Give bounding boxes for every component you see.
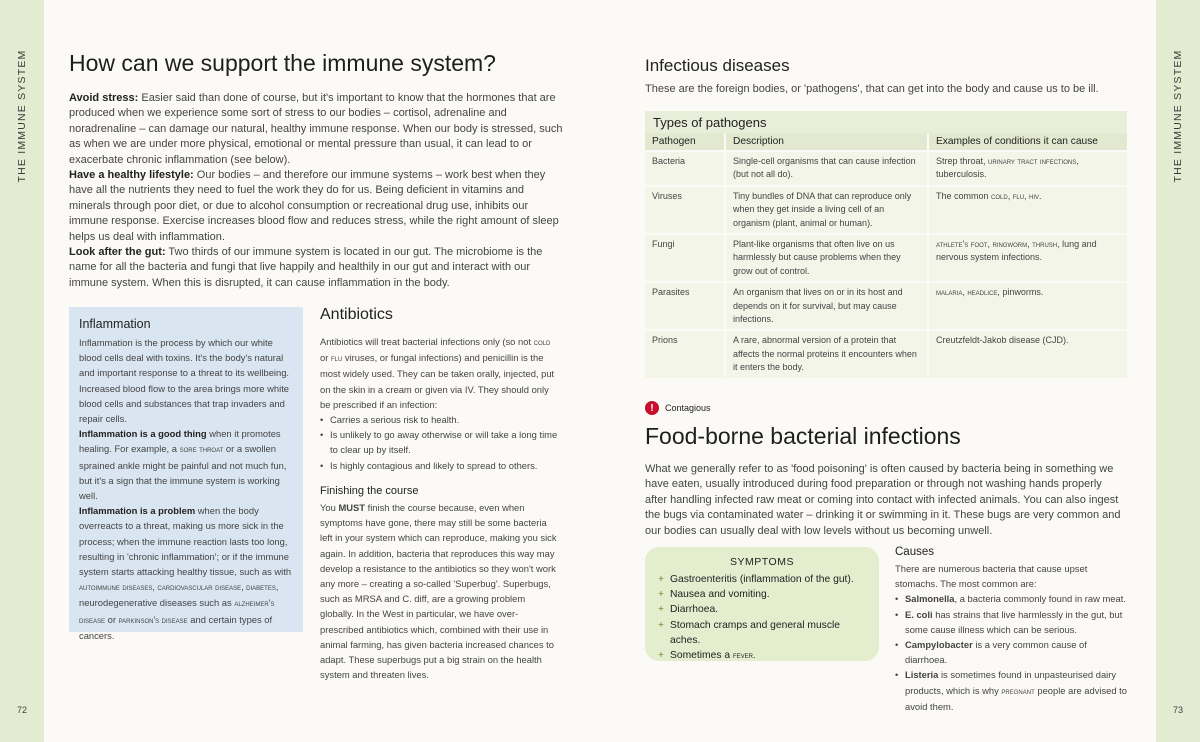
infectious-intro: These are the foreign bodies, or 'pathogens', that can get into the body and cause us to be ill. <box>645 83 1099 95</box>
page-number-right: 73 <box>1172 705 1183 715</box>
chapter-label-left: THE IMMUNE SYSTEM <box>16 49 28 183</box>
text: flu <box>330 353 343 364</box>
text: cold <box>533 337 551 347</box>
pathogen-description: A rare, abnormal version of a protein that affects the normal proteins it encounters when it enters the body. <box>725 330 928 377</box>
text: is a very common cause of diarrhoea. <box>905 639 1087 666</box>
text: is sometimes found in unpasteurised dairy products, which is why <box>905 669 1117 696</box>
text: fever. <box>732 650 756 661</box>
lead-healthy-lifestyle: Have a healthy lifestyle: <box>69 169 194 182</box>
text-gut: Two thirds of our immune system is located in our gut. The microbiome is the name for all the bacteria and fungi that live happily and healthily in our gut and interact with our immune system. When this is disrupted, it can cause inflammation in the body. <box>69 246 543 289</box>
antibiotics-body <box>320 334 560 473</box>
text: urinary tract infections, <box>988 156 1079 166</box>
text: E. coli <box>905 608 933 620</box>
lead-problem: Inflammation is a problem <box>79 505 196 517</box>
text: alzheimer's disease <box>79 598 275 625</box>
foodborne-title: Food-borne bacterial infections <box>645 423 961 449</box>
table-row <box>645 186 1127 234</box>
pathogens-table-title: Types of pathogens <box>645 111 1127 133</box>
antibiotics-criteria-list <box>320 412 560 473</box>
causes-body <box>895 561 1130 714</box>
list-item: + Stomach cramps and general muscle aches. <box>658 618 866 648</box>
list-item <box>895 591 1130 606</box>
text: neurodegenerative diseases such as <box>79 597 235 609</box>
text: or <box>320 352 331 364</box>
text: The common <box>936 190 992 201</box>
text-avoid-stress: Easier said than done of course, but it's important to know that the hormones that are produced when we experience some sort of stress to our bodies – cortisol, adrenaline and noradrenaline – can damage our natural, healthy immune response. When our body is stressed, such as when we are under more physical, emotional or mental pressure than usual, it can lead to or exacerbate chronic inflammation (see below). <box>69 92 563 166</box>
text: Antibiotics will treat bacterial infections only (so not <box>320 336 534 347</box>
contagious-badge <box>645 401 711 415</box>
symptoms-title: SYMPTOMS <box>730 556 794 568</box>
text <box>320 500 560 682</box>
exclamation-icon: ! <box>645 401 659 415</box>
paragraph-healthy-lifestyle <box>69 168 566 245</box>
list-item <box>658 648 866 663</box>
pathogen-description: An organism that lives on or in its host and depends on it for survival, but may cause infections. <box>725 282 928 330</box>
text: Listeria <box>905 669 939 681</box>
pathogen-description: Plant-like organisms that often live on us harmlessly but cause problems when they grow out of control. <box>725 234 928 282</box>
page-number-left: 72 <box>16 705 27 715</box>
support-immune-body <box>69 91 566 291</box>
list-item: • Is unlikely to go away otherwise or will take a long time to clear up by itself. <box>320 427 560 457</box>
list-item: • Is highly contagious and likely to spread to others. <box>320 458 560 473</box>
text: Strep throat, <box>936 156 989 166</box>
text: lung and nervous system infections. <box>936 239 1097 263</box>
text: parkinson's disease <box>118 614 188 625</box>
pathogen-name: Bacteria <box>645 151 725 186</box>
text: You <box>320 502 339 513</box>
causes-title: Causes <box>895 546 934 558</box>
list-item <box>895 667 1130 714</box>
text: malaria, headlice, <box>936 287 1000 298</box>
list-item <box>895 607 1130 637</box>
text: MUST <box>338 502 365 513</box>
table-header <box>645 133 1127 151</box>
lead-good-thing: Inflammation is a good thing <box>79 428 207 440</box>
table-row <box>645 234 1127 282</box>
text: cold, flu, hiv. <box>991 190 1042 201</box>
antibiotics-title: Antibiotics <box>320 306 393 323</box>
pathogen-description: Tiny bundles of DNA that can reproduce only when they get inside a living cell of an organism (plant, animal or human). <box>725 186 928 234</box>
lead-avoid-stress: Avoid stress: <box>69 92 139 104</box>
text: viruses, or fungal infections) and penicillin is the most widely used. They can be taken orally, injected, put on the skin in a cream or given via IV. They should only be prescribed if an infection: <box>320 352 555 410</box>
inflammation-p3 <box>79 503 293 643</box>
lead-gut: Look after the gut: <box>69 246 166 259</box>
column-header: Description <box>725 133 928 151</box>
pathogen-examples <box>928 234 1127 282</box>
pathogen-examples <box>928 151 1127 186</box>
text: Salmonella <box>905 593 955 605</box>
chapter-label-right: THE IMMUNE SYSTEM <box>1172 49 1184 183</box>
pathogen-name: Fungi <box>645 234 725 282</box>
table-row <box>645 330 1127 377</box>
inflammation-title: Inflammation <box>79 317 151 331</box>
pathogen-name: Viruses <box>645 186 725 234</box>
text: pinworms. <box>999 287 1044 298</box>
inflammation-box <box>69 307 303 641</box>
symptoms-box <box>645 547 879 661</box>
pathogens-table <box>645 111 1127 378</box>
text: , a bacteria commonly found in raw meat. <box>954 593 1126 605</box>
table-row <box>645 151 1127 186</box>
text: or <box>105 613 119 625</box>
right-margin-band <box>1156 0 1200 742</box>
foodborne-intro: What we generally refer to as 'food poisoning' is often caused by bacteria being in something we have eaten, usually introduced during food preparation or through not washing hands properly after handling infected raw meat or coming into contact with infected animals. You can also ingest the bugs via contaminated water – drinking it or swimming in it. These bugs are very common and our bodies can usually deal with low levels without us becoming unwell. <box>645 463 1121 537</box>
text: Campylobacter <box>905 639 973 651</box>
paragraph-gut <box>69 245 566 291</box>
inflammation-p1: Inflammation is the process by which our white blood cells deal with toxins. It's the body's natural and important response to a threat to its wellbeing. Increased blood flow to the area brings more white blood cells and substances that trap invaders and repair cells. <box>79 337 290 425</box>
text: autoimmune diseases, cardiovascular disease, diabetes, <box>79 582 279 593</box>
infectious-title: Infectious diseases <box>645 56 790 75</box>
list-item <box>895 637 1130 667</box>
finishing-course-title: Finishing the course <box>320 485 419 497</box>
column-header: Examples of conditions it can cause <box>928 133 1127 151</box>
pathogen-name: Parasites <box>645 282 725 330</box>
text: Sometimes a <box>670 650 733 662</box>
pathogen-examples <box>928 330 1127 377</box>
text: when the body overreacts to a threat, making us more sick in the process; when the immune reaction lasts too long, resulting in 'chronic inflammation'; or if the immune system starts attacking healthy tissue, such as with <box>79 505 292 578</box>
symptoms-list <box>658 572 866 663</box>
pathogen-description: Single-cell organisms that can cause infection (but not all do). <box>725 151 928 186</box>
text: or a swollen sprained ankle might be painful and not much fun, but it's a sign that the immune system is working well. <box>79 443 287 502</box>
antibiotics-p1 <box>320 334 560 412</box>
column-header: Pathogen <box>645 133 725 151</box>
text: pregnant <box>1001 685 1035 696</box>
text: tuberculosis. <box>936 169 987 180</box>
list-item: + Diarrhoea. <box>658 602 866 617</box>
page-title-left: How can we support the immune system? <box>69 50 496 76</box>
text: has strains that live harmlessly in the gut, but some cause illness which can be serious. <box>905 608 1123 635</box>
inflammation-p2 <box>79 426 293 503</box>
list-item: + Nausea and vomiting. <box>658 587 866 602</box>
text: athlete's foot, ringworm, thrush, <box>936 239 1060 250</box>
pathogen-examples <box>928 282 1127 330</box>
list-item: • Carries a serious risk to health. <box>320 412 560 427</box>
text: people are advised to avoid them. <box>905 684 1128 712</box>
left-margin-band <box>0 0 44 742</box>
text: Creutzfeldt-Jakob disease (CJD). <box>936 335 1069 346</box>
text: and certain types of cancers. <box>79 613 273 641</box>
contagious-label: Contagious <box>665 403 711 413</box>
text: sore throat <box>179 444 224 455</box>
pathogens-grid <box>645 133 1127 378</box>
list-item: + Gastroenteritis (inflammation of the gut). <box>658 572 866 587</box>
text: when it promotes healing. For example, a <box>79 428 281 455</box>
paragraph-avoid-stress <box>69 91 566 168</box>
table-row <box>645 282 1127 330</box>
text: finish the course because, even when symptoms have gone, there may still be some bacteria left in your system which can reproduce, making you sick again. In addition, bacteria that reproduces this way may develop a resistance to the antibiotics so they won't work any more – creating a so-called 'Superbug'. Superbugs, such as MRSA and C. diff, are a growing problem globally. In the West in particular, we have over-prescribed antibiotics which, combined with their use in animal farming, has given bacteria increased chances to adapt. These superbugs put a big strain on the health system and threaten lives. <box>320 502 557 681</box>
finishing-course-body <box>320 500 560 682</box>
pathogen-name: Prions <box>645 330 725 377</box>
causes-list <box>895 591 1130 714</box>
text-healthy-lifestyle: Our bodies – and therefore our immune systems – work best when they have all the nutrients they need to fuel the work they do for us. Being deficient in vitamins and minerals through poor diet, or due to alcohol consumption or recreational drug use, inhibits our immune response. Exercise increases blood flow and reduces stress, while the right amount of sleep helps us deal with inflammation. <box>69 169 559 243</box>
pathogen-examples <box>928 186 1127 234</box>
causes-intro: There are numerous bacteria that cause upset stomachs. The most common are: <box>895 563 1088 590</box>
